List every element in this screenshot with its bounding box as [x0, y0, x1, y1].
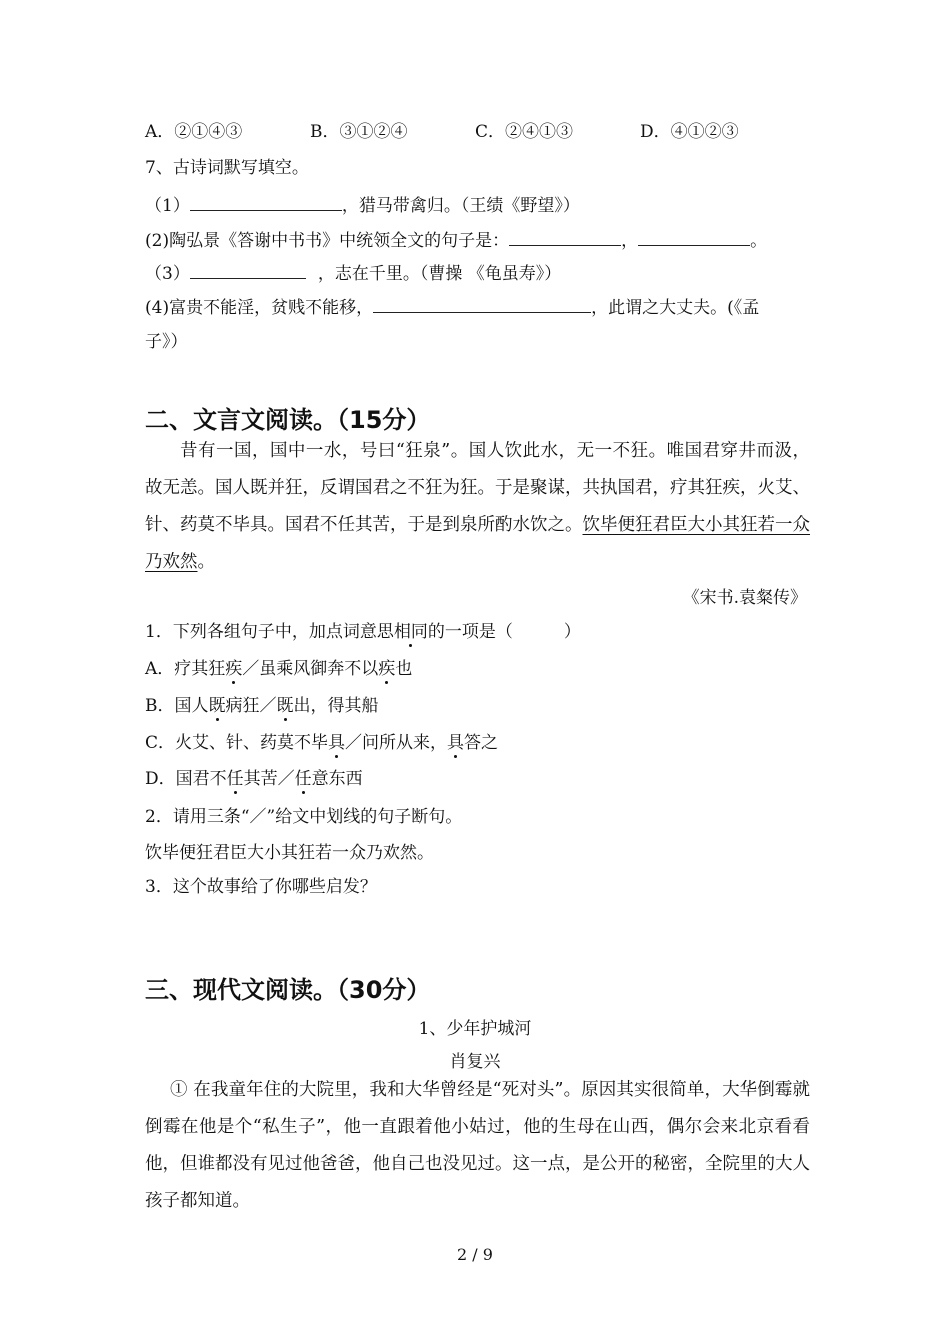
q7-item4-suffix: ，此谓之大丈夫。(《孟 — [591, 298, 760, 318]
opt-text: 答之 — [464, 733, 499, 753]
opt-text: C．火艾、针、药莫不毕 — [145, 733, 329, 753]
q7-item2 — [145, 229, 767, 250]
dotted-char: 任 — [294, 769, 312, 789]
dotted-char: 具 — [328, 733, 346, 753]
s2-q1-option-c — [145, 735, 498, 752]
q7-item3-blank[interactable] — [190, 262, 306, 279]
s2-q2-sentence: 饮毕便狂君臣大小其狂若一众乃欢然。 — [145, 843, 434, 863]
q7-item3-suffix: ，志在千里。（曹操 《龟虽寿》） — [317, 264, 562, 284]
dotted-char: 任 — [226, 769, 244, 789]
dotted-char: 疾 — [378, 659, 396, 679]
s2-q1-stem-a: 1．下列各组句子中，加点词意思 — [145, 622, 394, 642]
opt-text: 病狂／ — [225, 696, 277, 716]
dotted-char: 既 — [208, 696, 226, 716]
s2-q1-option-b — [145, 698, 379, 715]
q6-options — [145, 124, 739, 141]
section2-heading: 二、文言文阅读。（15分） — [145, 406, 431, 434]
section3-heading: 三、现代文阅读。（30分） — [145, 976, 431, 1004]
s2-q1-stem-emphasis: 相同 — [393, 622, 428, 642]
q6-option-a: A．②①④③ — [145, 122, 243, 142]
q7-item1 — [145, 194, 580, 215]
opt-text: 也 — [395, 659, 413, 679]
article-title: 1、少年护城河 — [418, 1019, 532, 1039]
passage-end: 。 — [197, 552, 215, 572]
opt-text: ／问所从来， — [345, 733, 448, 753]
q7-item3-prefix: （3） — [145, 264, 190, 284]
opt-text: 其苦／ — [243, 769, 295, 789]
s2-q1-stem — [145, 624, 581, 641]
q7-item1-prefix: （1） — [145, 196, 190, 216]
q7-item1-blank[interactable] — [190, 194, 342, 211]
opt-text: ／虽乘风御奔不以 — [242, 659, 379, 679]
s2-q1-stem-c: 的一项是（ ） — [427, 622, 581, 642]
q7-item3 — [145, 262, 561, 283]
opt-text: B．国人 — [145, 696, 209, 716]
q7-item4-prefix: (4)富贵不能淫，贫贱不能移， — [145, 298, 374, 318]
opt-text: 意东西 — [311, 769, 363, 789]
q7-item2-blank1[interactable] — [509, 229, 621, 246]
q7-item4-cont: 子》） — [145, 332, 188, 352]
q7-item2-suffix: 。 — [750, 231, 768, 251]
s2-q1-option-a — [145, 661, 412, 678]
passage-source: 《宋书.袁粲传》 — [682, 588, 807, 608]
q6-option-b: B．③①②④ — [310, 122, 408, 142]
passage-main: 昔有一国，国中一水，号曰“狂泉”。国人饮此水，无一不狂。唯国君穿井而汲，故无恙。国人既并狂，反谓国君之不狂为狂。于是聚谋，共执国君，疗其狂疾，火艾、针、药莫不毕具。国君不任其苦，于是到泉所酌水饮之。 — [145, 441, 810, 535]
article-author: 肖复兴 — [449, 1052, 501, 1072]
q6-option-c: C．②④①③ — [475, 122, 574, 142]
dotted-char: 疾 — [225, 659, 243, 679]
opt-text: 出，得其船 — [293, 696, 379, 716]
q7-item4-blank[interactable] — [373, 296, 591, 313]
q7-item2-mid: ， — [621, 231, 639, 251]
q7-item2-blank2[interactable] — [638, 229, 750, 246]
opt-text: A．疗其狂 — [145, 659, 226, 679]
q6-option-d: D．④①②③ — [640, 122, 739, 142]
section2-passage — [145, 433, 810, 581]
passage-underlined: 饮毕便狂君臣大小其狂若一众乃欢然 — [145, 515, 810, 572]
section3-paragraph1: ① 在我童年住的大院里，我和大华曾经是“死对头”。原因其实很简单，大华倒霉就倒霉在他是个“私生子”，他一直跟着他小姑过，他的生母在山西，偶尔会来北京看看他，但谁都没有见过他爸爸，他自己也没见过。这一点，是公开的秘密，全院里的大人孩子都知道。 — [145, 1080, 810, 1211]
page-number: 2 / 9 — [457, 1245, 493, 1264]
s2-q2: 2．请用三条“／”给文中划线的句子断句。 — [145, 807, 463, 827]
q7-item1-suffix: ，猎马带禽归。（王绩《野望》） — [341, 196, 580, 216]
dotted-char: 既 — [276, 696, 294, 716]
s2-q3: 3．这个故事给了你哪些启发？ — [145, 877, 377, 897]
q7-item4 — [145, 296, 759, 317]
q7-item2-prefix: (2)陶弘景《答谢中书书》中统领全文的句子是： — [145, 231, 510, 251]
opt-text: D．国君不 — [145, 769, 227, 789]
s2-q1-option-d — [145, 771, 363, 788]
q7-title: 7、古诗词默写填空。 — [145, 158, 309, 178]
dotted-char: 具 — [447, 733, 465, 753]
